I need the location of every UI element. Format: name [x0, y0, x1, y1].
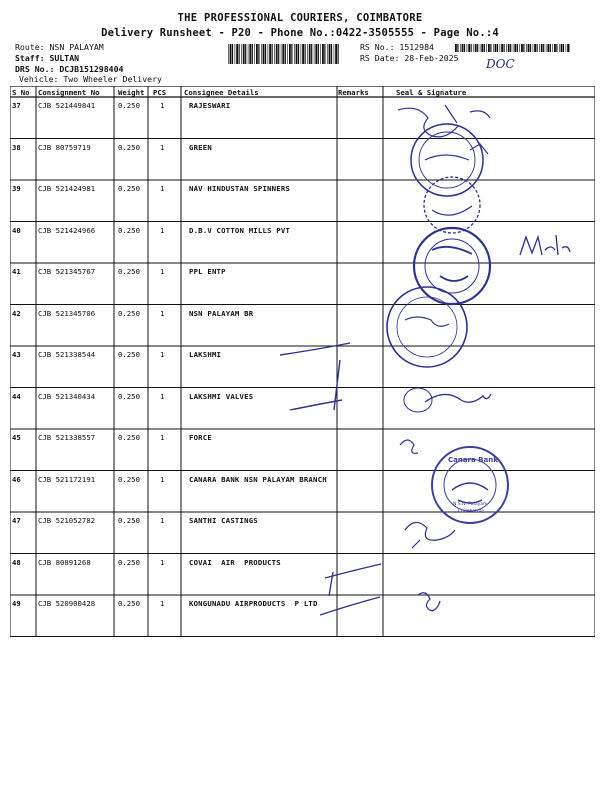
pcs-cell: 1 [160, 309, 165, 318]
vehicle-label: Vehicle: Two Wheeler Delivery [19, 74, 162, 84]
pcs-cell: 1 [160, 267, 165, 276]
consignee-cell: LAKSHMI [189, 350, 222, 359]
route-label: Route: NSN PALAYAM [15, 42, 104, 52]
consignment-cell: CJB 521424966 [38, 226, 96, 235]
weight-cell: 0.250 [118, 558, 140, 567]
header-consignee: Consignee Details [184, 88, 259, 97]
sno-cell: 45 [12, 433, 21, 442]
header-remarks: Remarks [338, 88, 369, 97]
consignment-cell: CJB 521340434 [38, 392, 96, 401]
weight-cell: 0.250 [118, 516, 140, 525]
rs-number: RS No.: 1512984 [360, 42, 434, 52]
header-sno: S No [12, 88, 30, 97]
pcs-cell: 1 [160, 516, 165, 525]
weight-cell: 0.250 [118, 267, 140, 276]
weight-cell: 0.250 [118, 599, 140, 608]
consignment-cell: CJB 521345767 [38, 267, 96, 276]
small-barcode-icon [455, 44, 570, 52]
header-weight: Weight [118, 88, 145, 97]
rs-date: RS Date: 28-Feb-2025 [360, 53, 459, 63]
consignee-cell: NSN PALAYAM BR [189, 309, 254, 318]
weight-cell: 0.250 [118, 475, 140, 484]
pcs-cell: 1 [160, 350, 165, 359]
consignee-cell: RAJESWARI [189, 101, 231, 110]
sno-cell: 43 [12, 350, 21, 359]
consignment-cell: CJB 521338557 [38, 433, 96, 442]
header-seal-signature: Seal & Signature [396, 88, 467, 97]
consignment-cell: CJB 521424981 [38, 184, 96, 193]
header-consignment: Consignment No [38, 88, 100, 97]
weight-cell: 0.250 [118, 433, 140, 442]
consignment-cell: CJB 521052782 [38, 516, 96, 525]
consignee-cell: LAKSHMI VALVES [189, 392, 254, 401]
handwritten-doc-note: DOC [486, 57, 515, 71]
pcs-cell: 1 [160, 433, 165, 442]
pcs-cell: 1 [160, 475, 165, 484]
consignee-cell: FORCE [189, 433, 212, 442]
consignment-cell: CJB 80759719 [38, 143, 91, 152]
drs-number: DRS No.: DCJB151298404 [15, 64, 124, 74]
runsheet-table [10, 86, 595, 637]
weight-cell: 0.250 [118, 226, 140, 235]
consignee-cell: CANARA BANK NSN PALAYAM BRANCH [189, 475, 327, 484]
weight-cell: 0.250 [118, 350, 140, 359]
consignee-cell: COVAI AIR PRODUCTS [189, 558, 281, 567]
weight-cell: 0.250 [118, 101, 140, 110]
consignee-cell: KONGUNADU AIRPRODUCTS P LTD [189, 599, 318, 608]
consignee-cell: SANTHI CASTINGS [189, 516, 258, 525]
weight-cell: 0.250 [118, 184, 140, 193]
consignment-cell: CJB 80891268 [38, 558, 91, 567]
canara-branch-stamp-text: N.S.N. Palayam [453, 502, 488, 507]
page-title: THE PROFESSIONAL COURIERS, COIMBATORE [177, 12, 423, 24]
sno-cell: 49 [12, 599, 21, 608]
pcs-cell: 1 [160, 101, 165, 110]
barcode-icon [228, 44, 340, 64]
sno-cell: 48 [12, 558, 21, 567]
pcs-cell: 1 [160, 143, 165, 152]
consignment-cell: CJB 521172191 [38, 475, 96, 484]
sno-cell: 44 [12, 392, 21, 401]
consignment-cell: CJB 520900428 [38, 599, 96, 608]
sno-cell: 46 [12, 475, 21, 484]
pcs-cell: 1 [160, 392, 165, 401]
weight-cell: 0.250 [118, 143, 140, 152]
pcs-cell: 1 [160, 599, 165, 608]
sno-cell: 42 [12, 309, 21, 318]
pcs-cell: 1 [160, 226, 165, 235]
canara-bank-stamp-text: Canara Bank [448, 456, 498, 464]
sno-cell: 37 [12, 101, 21, 110]
consignment-cell: CJB 521449841 [38, 101, 96, 110]
runsheet-subtitle: Delivery Runsheet - P20 - Phone No.:0422-3505555 - Page No.:4 [101, 27, 499, 39]
consignment-cell: CJB 521338544 [38, 350, 96, 359]
sno-cell: 38 [12, 143, 21, 152]
sno-cell: 40 [12, 226, 21, 235]
header-pcs: PCS [153, 88, 167, 97]
consignee-cell: PPL ENTP [189, 267, 226, 276]
sno-cell: 41 [12, 267, 21, 276]
consignee-cell: NAV HINDUSTAN SPINNERS [189, 184, 291, 193]
consignee-cell: D.B.V COTTON MILLS PVT [189, 226, 291, 235]
sno-cell: 47 [12, 516, 21, 525]
canara-city-stamp-text: Coimbatore [458, 509, 485, 514]
pcs-cell: 1 [160, 184, 165, 193]
table-grid [10, 86, 595, 637]
consignment-cell: CJB 521345706 [38, 309, 96, 318]
weight-cell: 0.250 [118, 392, 140, 401]
staff-label: Staff: SULTAN [15, 53, 80, 63]
sno-cell: 39 [12, 184, 21, 193]
pcs-cell: 1 [160, 558, 165, 567]
consignee-cell: GREEN [189, 143, 212, 152]
weight-cell: 0.250 [118, 309, 140, 318]
